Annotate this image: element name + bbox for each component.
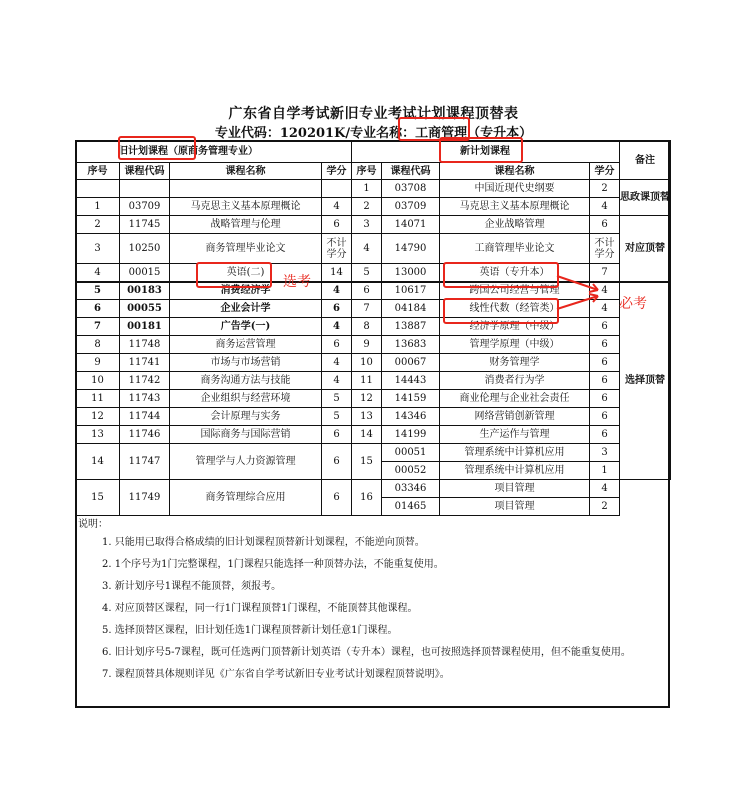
old-seq: 1 xyxy=(76,198,120,216)
col-old-code: 课程代码 xyxy=(120,163,170,180)
document-title: 广东省自学考试新旧专业考试计划课程顶替表 xyxy=(228,106,519,122)
old-code: 11743 xyxy=(120,390,170,408)
arrow-line xyxy=(557,276,598,290)
new-seq: 4 xyxy=(352,234,382,264)
note-item: 2. 1个序号为1门完整课程，1门课程只能选择一种顶替办法，不能重复使用。 xyxy=(102,559,444,570)
old-code: 11742 xyxy=(120,372,170,390)
new-name: 网络营销创新管理 xyxy=(440,408,590,426)
note-item: 3. 新计划序号1课程不能顶替，须报考。 xyxy=(102,581,282,592)
new-seq: 9 xyxy=(352,336,382,354)
old-credits: 4 xyxy=(322,318,352,336)
old-credits: 6 xyxy=(322,336,352,354)
old-credits: 4 xyxy=(322,372,352,390)
new-name: 管理学原理（中级） xyxy=(440,336,590,354)
new-code: 13887 xyxy=(382,318,440,336)
old-seq: 6 xyxy=(76,300,120,318)
new-code: 13683 xyxy=(382,336,440,354)
old-code: 00183 xyxy=(120,282,170,300)
col-new-name: 课程名称 xyxy=(440,163,590,180)
new-credits: 6 xyxy=(590,216,620,234)
new-code: 14443 xyxy=(382,372,440,390)
new-name: 英语（专升本） xyxy=(440,264,590,282)
old-seq: 14 xyxy=(76,444,120,480)
col-new-code: 课程代码 xyxy=(382,163,440,180)
new-seq: 3 xyxy=(352,216,382,234)
old-name: 管理学与人力资源管理 xyxy=(170,444,322,480)
new-credits: 6 xyxy=(590,390,620,408)
old-seq: 10 xyxy=(76,372,120,390)
col-old-name: 课程名称 xyxy=(170,163,322,180)
old-name: 企业会计学 xyxy=(170,300,322,318)
remark-corresponding: 对应顶替 xyxy=(620,216,671,282)
required-exam-label: 必考 xyxy=(619,296,647,312)
old-code: 03709 xyxy=(120,198,170,216)
old-credits: 6 xyxy=(322,480,352,516)
new-credits: 6 xyxy=(590,426,620,444)
old-credits: 4 xyxy=(322,198,352,216)
new-name: 中国近现代史纲要 xyxy=(440,180,590,198)
new-code: 03346 xyxy=(382,480,440,498)
remark-header: 备注 xyxy=(620,141,671,180)
old-name: 消费经济学 xyxy=(170,282,322,300)
col-old-credits: 学分 xyxy=(322,163,352,180)
new-name: 生产运作与管理 xyxy=(440,426,590,444)
new-code: 14790 xyxy=(382,234,440,264)
new-name: 商业伦理与企业社会责任 xyxy=(440,390,590,408)
new-name: 财务管理学 xyxy=(440,354,590,372)
old-name: 商务管理综合应用 xyxy=(170,480,322,516)
new-seq: 2 xyxy=(352,198,382,216)
new-plan-header: 新计划课程 xyxy=(352,141,620,163)
note-item: 5. 选择顶替区课程，旧计划任选1门课程顶替新计划任意1门课程。 xyxy=(102,625,398,636)
new-code: 10617 xyxy=(382,282,440,300)
new-seq: 15 xyxy=(352,444,382,480)
new-name: 消费者行为学 xyxy=(440,372,590,390)
col-new-credits: 学分 xyxy=(590,163,620,180)
old-seq: 12 xyxy=(76,408,120,426)
new-credits: 4 xyxy=(590,198,620,216)
old-code: 11748 xyxy=(120,336,170,354)
new-name: 工商管理毕业论文 xyxy=(440,234,590,264)
new-credits: 6 xyxy=(590,318,620,336)
new-code: 14071 xyxy=(382,216,440,234)
new-seq: 1 xyxy=(352,180,382,198)
new-name: 管理系统中计算机应用 xyxy=(440,444,590,462)
new-seq: 12 xyxy=(352,390,382,408)
old-credits: 4 xyxy=(322,282,352,300)
new-seq: 7 xyxy=(352,300,382,318)
new-code: 14199 xyxy=(382,426,440,444)
old-credits: 5 xyxy=(322,408,352,426)
new-seq: 14 xyxy=(352,426,382,444)
new-seq: 16 xyxy=(352,480,382,516)
new-code: 01465 xyxy=(382,498,440,516)
new-credits: 6 xyxy=(590,372,620,390)
new-credits: 3 xyxy=(590,444,620,462)
old-credits: 5 xyxy=(322,390,352,408)
old-name: 市场与市场营销 xyxy=(170,354,322,372)
document-subtitle: 专业代码：120201K/专业名称：工商管理（专升本） xyxy=(214,126,533,141)
new-credits: 7 xyxy=(590,264,620,282)
old-seq: 3 xyxy=(76,234,120,264)
old-name: 英语(二) xyxy=(170,264,322,282)
new-code: 03709 xyxy=(382,198,440,216)
new-name: 企业战略管理 xyxy=(440,216,590,234)
new-credits: 不计学分 xyxy=(590,234,620,264)
old-credits: 4 xyxy=(322,354,352,372)
new-credits: 6 xyxy=(590,408,620,426)
old-code: 11744 xyxy=(120,408,170,426)
old-credits: 14 xyxy=(322,264,352,282)
optional-exam-label: 选考 xyxy=(283,274,311,290)
old-seq: 4 xyxy=(76,264,120,282)
old-credits: 6 xyxy=(322,444,352,480)
new-credits: 4 xyxy=(590,282,620,300)
old-seq: 5 xyxy=(76,282,120,300)
new-seq: 13 xyxy=(352,408,382,426)
old-seq: 9 xyxy=(76,354,120,372)
old-credits: 6 xyxy=(322,300,352,318)
new-code: 14346 xyxy=(382,408,440,426)
new-seq: 10 xyxy=(352,354,382,372)
new-credits: 1 xyxy=(590,462,620,480)
new-name: 经济学原理（中级） xyxy=(440,318,590,336)
new-name: 线性代数（经管类） xyxy=(440,300,590,318)
new-code: 03708 xyxy=(382,180,440,198)
old-name: 广告学(一) xyxy=(170,318,322,336)
note-item: 1. 只能用已取得合格成绩的旧计划课程顶替新计划课程，不能逆向顶替。 xyxy=(102,537,425,548)
note-item: 6. 旧计划序号5-7课程，既可任选两门顶替新计划英语（专升本）课程，也可按照选择顶替课程使用，但不能重复使用。 xyxy=(102,647,631,658)
old-seq: 15 xyxy=(76,480,120,516)
new-seq: 11 xyxy=(352,372,382,390)
new-code: 13000 xyxy=(382,264,440,282)
old-code: 11749 xyxy=(120,480,170,516)
old-name: 马克思主义基本原理概论 xyxy=(170,198,322,216)
old-name: 商务沟通方法与技能 xyxy=(170,372,322,390)
new-credits: 2 xyxy=(590,180,620,198)
old-name: 战略管理与伦理 xyxy=(170,216,322,234)
note-item: 7. 课程顶替具体规则详见《广东省自学考试新旧专业考试计划课程顶替说明》。 xyxy=(102,669,450,680)
col-old-seq: 序号 xyxy=(76,163,120,180)
old-code: 11745 xyxy=(120,216,170,234)
remark-ideology: 思政课顶替 xyxy=(620,180,671,216)
old-code: 10250 xyxy=(120,234,170,264)
new-credits: 4 xyxy=(590,480,620,498)
note-item: 4. 对应顶替区课程，同一行1门课程顶替1门课程，不能顶替其他课程。 xyxy=(102,603,418,614)
remark-elective: 选择顶替 xyxy=(620,282,671,480)
new-credits: 6 xyxy=(590,336,620,354)
new-code: 14159 xyxy=(382,390,440,408)
new-code: 00051 xyxy=(382,444,440,462)
new-seq: 6 xyxy=(352,282,382,300)
new-seq: 8 xyxy=(352,318,382,336)
old-credits: 不计学分 xyxy=(322,234,352,264)
old-seq: 2 xyxy=(76,216,120,234)
old-plan-header: 旧计划课程（原商务管理专业） xyxy=(76,141,352,163)
notes-title: 说明： xyxy=(78,519,108,530)
old-name: 国际商务与国际营销 xyxy=(170,426,322,444)
arrow-line xyxy=(557,296,598,309)
old-name: 企业组织与经营环境 xyxy=(170,390,322,408)
old-seq: 11 xyxy=(76,390,120,408)
new-name: 项目管理 xyxy=(440,498,590,516)
new-credits: 6 xyxy=(590,354,620,372)
new-credits: 2 xyxy=(590,498,620,516)
new-code: 04184 xyxy=(382,300,440,318)
new-code: 00052 xyxy=(382,462,440,480)
old-code: 11741 xyxy=(120,354,170,372)
old-credits: 6 xyxy=(322,426,352,444)
new-seq: 5 xyxy=(352,264,382,282)
new-name: 跨国公司经营与管理 xyxy=(440,282,590,300)
old-code: 00015 xyxy=(120,264,170,282)
old-seq: 13 xyxy=(76,426,120,444)
old-name: 商务运营管理 xyxy=(170,336,322,354)
old-code: 11746 xyxy=(120,426,170,444)
new-code: 00067 xyxy=(382,354,440,372)
old-code: 00055 xyxy=(120,300,170,318)
old-name: 商务管理毕业论文 xyxy=(170,234,322,264)
new-name: 马克思主义基本原理概论 xyxy=(440,198,590,216)
new-name: 管理系统中计算机应用 xyxy=(440,462,590,480)
col-new-seq: 序号 xyxy=(352,163,382,180)
old-seq: 7 xyxy=(76,318,120,336)
old-name: 会计原理与实务 xyxy=(170,408,322,426)
old-credits: 6 xyxy=(322,216,352,234)
new-credits: 4 xyxy=(590,300,620,318)
old-seq: 8 xyxy=(76,336,120,354)
old-code: 00181 xyxy=(120,318,170,336)
new-name: 项目管理 xyxy=(440,480,590,498)
old-code: 11747 xyxy=(120,444,170,480)
